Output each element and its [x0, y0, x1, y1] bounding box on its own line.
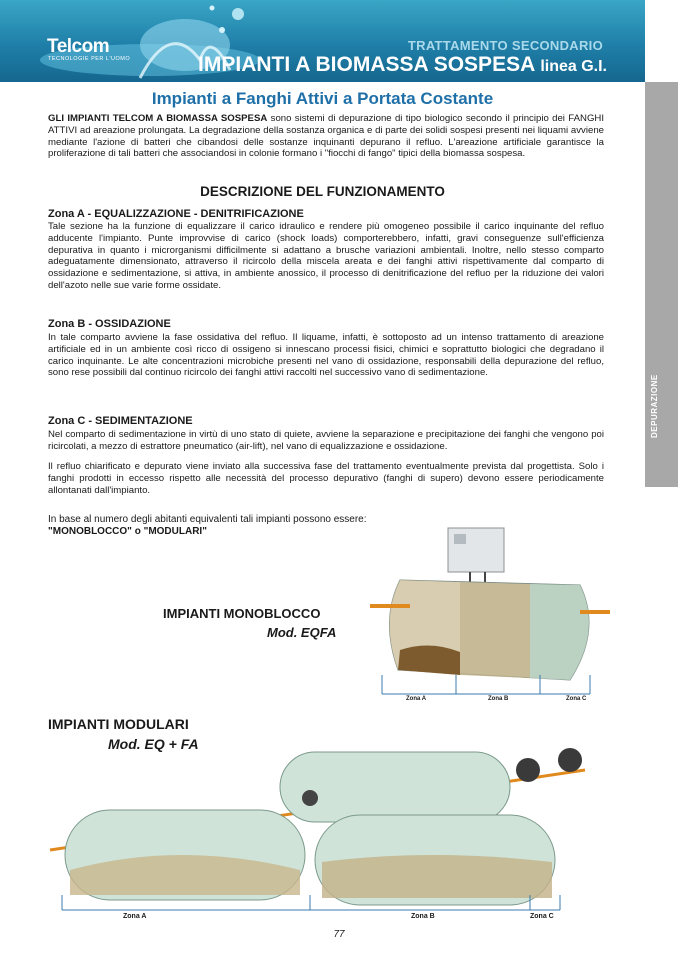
- telcom-logo: Telcom: [47, 36, 110, 57]
- zone-b-compartment: [460, 582, 530, 678]
- description-heading: DESCRIZIONE DEL FUNZIONAMENTO: [200, 184, 445, 199]
- monoblocco-model: Mod. EQFA: [267, 625, 337, 640]
- modulari-plant-illustration: [40, 730, 600, 925]
- zone-c-text-2: Il refluo chiarificato e depurato viene inviato alla successiva fase del trattamento eventualmente prevista dal progettista. Solo i fanghi prodotti in eccesso rispetto alle necessità del processo depurativo (fanghi di supero) devono essere periodicamente allontanati dall'impianto.: [48, 461, 604, 496]
- blower-unit: [516, 758, 540, 782]
- zone-a-heading: Zona A - EQUALIZZAZIONE - DENITRIFICAZIONE: [48, 208, 304, 220]
- intro-paragraph: [48, 113, 604, 160]
- page-number: 77: [333, 929, 345, 940]
- modulari-zone-b-label: Zona B: [411, 913, 435, 920]
- logo-tagline: TECNOLOGIE PER L'UOMO: [48, 56, 131, 62]
- blower-unit: [558, 748, 582, 772]
- intro-body: sono sistemi di depurazione di tipo biologico secondo il principio dei FANGHI ATTIVI ad areazione prolungata. La degradazione della sostanza organica e di parte dei solidi sospesi presenti nei liquami avviene mediante l'azione di batteri che cibandosi delle sostanze inquinanti depurano il refluo. L'areazione artificiale garantisce la proliferazione di tali batteri che associandosi in colonie formano i "fiocchi di fango" tipici della biomassa sospesa.: [48, 113, 604, 160]
- cabinet-panel: [454, 534, 466, 544]
- types-list: "MONOBLOCCO" o "MODULARI": [48, 526, 207, 537]
- right-tank-content: [322, 855, 552, 898]
- zone-b-text: In tale comparto avviene la fase ossidativa del refluo. Il liquame, infatti, è sottoposto ad un intenso trattamento di areazione artificiale ed in un ambiente così ricco di ossigeno si innescano processi fisici, chimici e soprattutto biologici che degradano il carico inquinante. Le alte concentrazioni microbiche presenti nel vano di ossidazione, responsabili della depurazione del refluo, sono rese possibili dal continuo ricircolo dei fanghi attivi raccolti nel successivo vano di sedimentazione.: [48, 332, 604, 379]
- intro-lead: GLI IMPIANTI TELCOM A BIOMASSA SOSPESA: [48, 113, 268, 124]
- zone-b-heading: Zona B - OSSIDAZIONE: [48, 318, 171, 330]
- types-intro: In base al numero degli abitanti equivalenti tali impianti possono essere:: [48, 514, 367, 525]
- header-title-suffix: linea G.I.: [540, 58, 607, 75]
- header-title-main: IMPIANTI A BIOMASSA SOSPESA: [198, 53, 535, 76]
- zone-c-compartment: [530, 584, 589, 680]
- pump-unit: [302, 790, 318, 806]
- page-subtitle: Impianti a Fanghi Attivi a Portata Costante: [151, 89, 494, 108]
- monoblocco-zone-c-label: Zona C: [566, 696, 587, 702]
- monoblocco-zone-a-label: Zona A: [406, 696, 427, 702]
- modulari-title: IMPIANTI MODULARI: [48, 716, 189, 732]
- upper-tank: [280, 752, 510, 822]
- header-pretitle: TRATTAMENTO SECONDARIO: [407, 38, 603, 53]
- monoblocco-title: IMPIANTI MONOBLOCCO: [163, 606, 321, 621]
- zone-c-heading: Zona C - SEDIMENTAZIONE: [48, 415, 193, 427]
- monoblocco-plant-illustration: [370, 520, 610, 705]
- monoblocco-zone-b-label: Zona B: [488, 696, 509, 702]
- sludge-layer: [398, 645, 460, 675]
- modulari-zone-c-label: Zona C: [530, 913, 554, 920]
- modulari-zone-a-label: Zona A: [123, 913, 147, 920]
- modulari-model: Mod. EQ + FA: [108, 736, 199, 752]
- header-title: [198, 53, 607, 77]
- page-header: [0, 0, 645, 82]
- zone-a-text: Tale sezione ha la funzione di equalizzare il carico idraulico e rendere più omogeneo possibile il carico inquinante del refluo adducente l'impianto. Punte improvvise di carico (shock loads) comporterebbero, infatti, gravi conseguenze sull'efficienza depurativa in quanto i microrganismi difficilmente si adattano a brusche variazioni ambientali. Inoltre, nello stesso comparto adeguatamente dimensionato, attraverso il ricircolo della miscela areata e dei fanghi attivi rispettivamente dal comparto di ossidazione e sedimentazione, si attiva, in ambiente anossico, il processo di denitrificazione del refluo per la riduzione dei valori dell'azoto nelle sue varie forme ossidate.: [48, 221, 604, 291]
- zone-c-text-1: Nel comparto di sedimentazione in virtù di uno stato di quiete, avviene la separazione e precipitazione dei fanghi che vengono poi ricircolati, a mezzo di estrattore pneumatico (air-lift), nel vano di equalizzazione e ossidazione.: [48, 429, 604, 452]
- side-tab-label: DEPURAZIONE: [650, 374, 659, 438]
